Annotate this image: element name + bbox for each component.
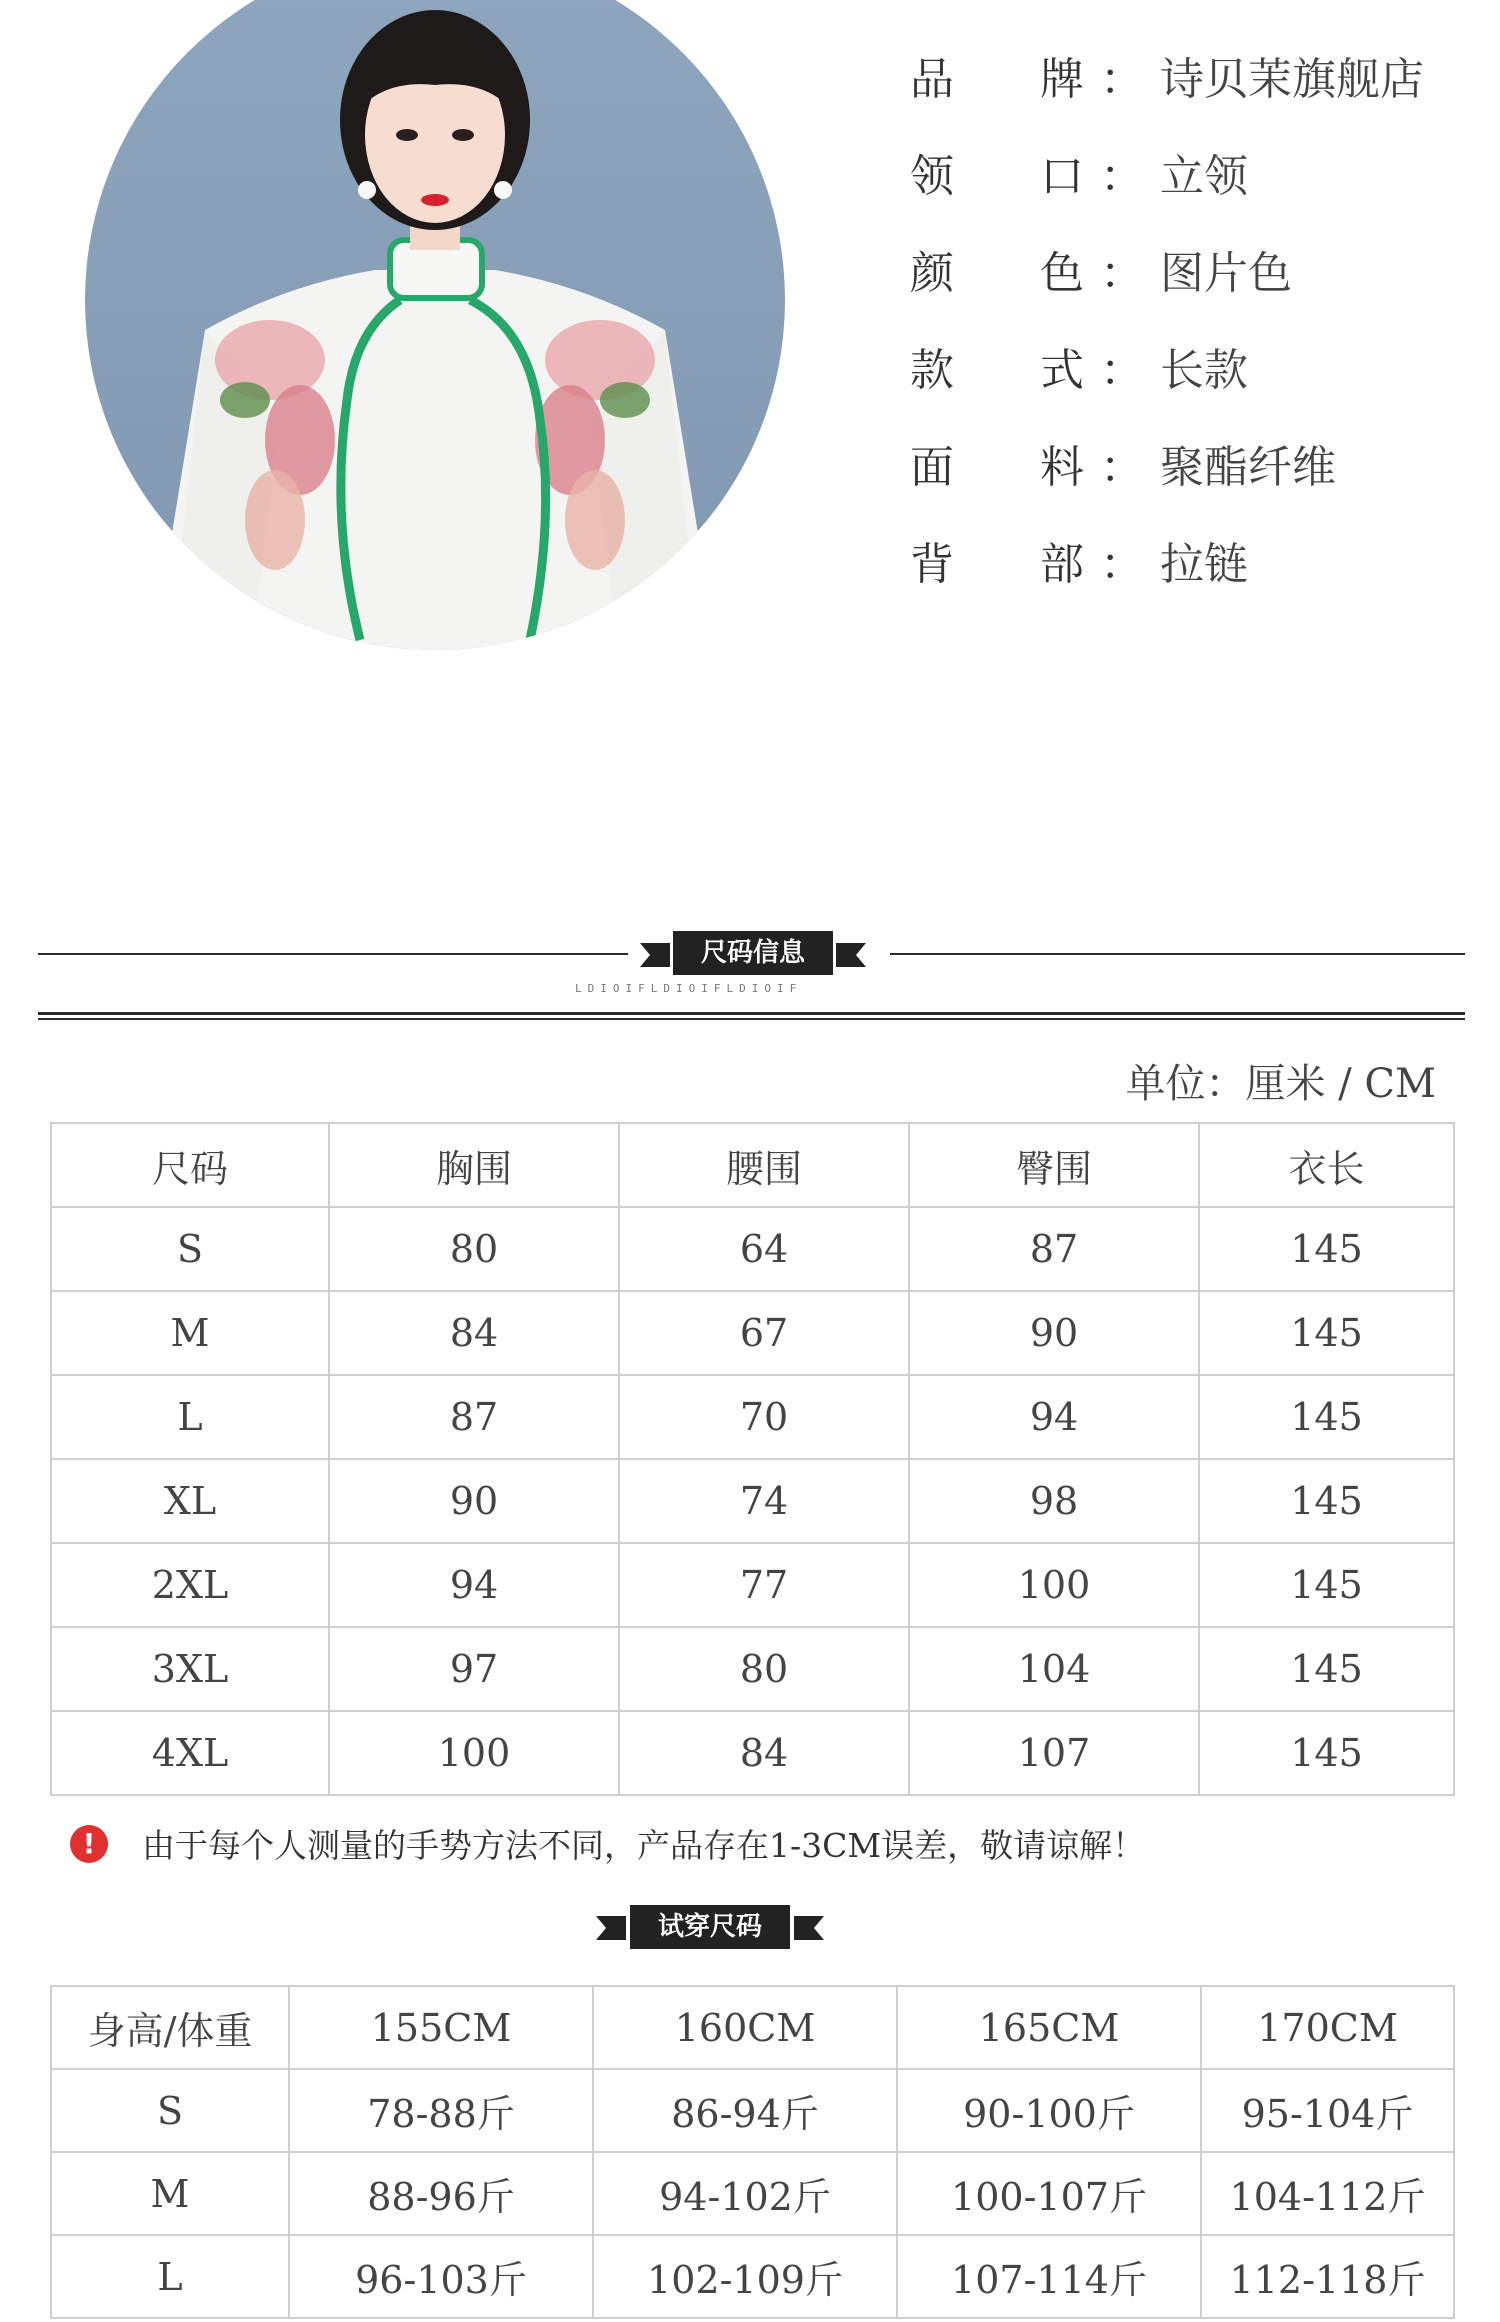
table-header-cell: 臀围 [909,1123,1199,1207]
table-row [51,1543,1454,1627]
table-header-cell: 160CM [593,1986,897,2069]
spec-key-char: 面 [910,442,954,493]
table-cell: 67 [619,1291,909,1375]
table-cell: 70 [619,1375,909,1459]
table-row [51,1207,1454,1291]
table-header-cell: 155CM [289,1986,593,2069]
table-cell: 3XL [51,1627,329,1711]
table-header-cell: 腰围 [619,1123,909,1207]
table-cell: 145 [1199,1543,1454,1627]
table-cell: M [51,1291,329,1375]
double-rule-top [38,1012,1465,1015]
fit-size-banner: 试穿尺码 [630,1905,790,1949]
fit-size-table [50,1985,1455,2319]
table-header-cell: 身高/体重 [51,1986,289,2069]
spec-colon: ： [1100,345,1144,396]
spec-colon: ： [1100,54,1144,105]
spec-value: 聚酯纤维 [1160,442,1336,493]
ribbon-left-icon [596,1913,626,1943]
spec-row [910,525,1248,595]
table-cell: 145 [1199,1207,1454,1291]
table-cell: XL [51,1459,329,1543]
table-cell: 95-104斤 [1201,2069,1454,2152]
table-header-cell: 170CM [1201,1986,1454,2069]
table-cell: 77 [619,1543,909,1627]
size-info-banner: 尺码信息 [673,931,833,975]
spec-key-char: 色 [1040,248,1084,299]
table-cell: 4XL [51,1711,329,1795]
spec-value: 图片色 [1160,248,1292,299]
table-cell: 84 [329,1291,619,1375]
table-cell: 96-103斤 [289,2235,593,2318]
table-cell: 78-88斤 [289,2069,593,2152]
warning-icon: ! [70,1825,108,1863]
size-chart-table [50,1122,1455,1796]
spec-colon: ： [1100,151,1144,202]
spec-colon: ： [1100,248,1144,299]
spec-row [910,234,1292,304]
table-cell: 100 [329,1711,619,1795]
table-cell: 112-118斤 [1201,2235,1454,2318]
spec-key-char: 牌 [1040,54,1084,105]
spec-key-char: 品 [910,54,954,105]
ribbon-right-icon [836,940,866,970]
spec-value: 长款 [1160,345,1248,396]
table-row [51,1711,1454,1795]
spec-key-char: 料 [1040,442,1084,493]
unit-label: 单位：厘米 / CM [1125,1061,1436,1107]
table-cell: 80 [329,1207,619,1291]
spec-key-char: 颜 [910,248,954,299]
table-cell: 98 [909,1459,1199,1543]
table-cell: 90-100斤 [897,2069,1201,2152]
table-row [51,1459,1454,1543]
spec-value: 立领 [1160,151,1248,202]
table-cell: 145 [1199,1375,1454,1459]
double-rule-bottom [38,1018,1465,1020]
table-row [51,2235,1454,2318]
spec-colon: ： [1100,442,1144,493]
table-row [51,1627,1454,1711]
spec-key-char: 式 [1040,345,1084,396]
table-header-cell: 衣长 [1199,1123,1454,1207]
table-cell: 74 [619,1459,909,1543]
table-cell: 94 [909,1375,1199,1459]
table-cell: 104 [909,1627,1199,1711]
decorative-code-text: LDIOIFLDIOIFLDIOIF [575,982,803,995]
table-cell: 97 [329,1627,619,1711]
spec-row [910,40,1424,110]
table-cell: 145 [1199,1627,1454,1711]
table-header-cell: 胸围 [329,1123,619,1207]
ribbon-right-icon [794,1913,824,1943]
table-header-cell: 165CM [897,1986,1201,2069]
table-cell: 80 [619,1627,909,1711]
table-cell: S [51,1207,329,1291]
table-cell: 102-109斤 [593,2235,897,2318]
product-photo [85,0,785,664]
table-row [51,1375,1454,1459]
spec-key-char: 部 [1040,539,1084,590]
table-row [51,2152,1454,2235]
table-cell: 100 [909,1543,1199,1627]
table-row [51,2069,1454,2152]
measurement-note [70,1820,1145,1867]
table-cell: 104-112斤 [1201,2152,1454,2235]
spec-value: 诗贝茉旗舰店 [1160,54,1424,105]
spec-key-char: 口 [1040,151,1084,202]
table-cell: M [51,2152,289,2235]
table-header-row [51,1123,1454,1207]
spec-row [910,331,1248,401]
table-header-row [51,1986,1454,2069]
table-cell: 2XL [51,1543,329,1627]
spec-colon: ： [1100,539,1144,590]
spec-value: 拉链 [1160,539,1248,590]
table-cell: 86-94斤 [593,2069,897,2152]
table-cell: 107-114斤 [897,2235,1201,2318]
table-cell: 90 [909,1291,1199,1375]
header-rule-right [890,953,1465,955]
table-cell: L [51,1375,329,1459]
table-cell: S [51,2069,289,2152]
measurement-note-text: 由于每个人测量的手势方法不同，产品存在1-3CM误差，敬请谅解！ [142,1826,1146,1865]
spec-row [910,137,1248,207]
table-cell: 107 [909,1711,1199,1795]
spec-key-char: 背 [910,539,954,590]
table-cell: 94 [329,1543,619,1627]
header-rule-left [38,953,628,955]
table-cell: 145 [1199,1291,1454,1375]
table-cell: 145 [1199,1459,1454,1543]
table-cell: 88-96斤 [289,2152,593,2235]
table-header-cell: 尺码 [51,1123,329,1207]
table-cell: 145 [1199,1711,1454,1795]
table-cell: 64 [619,1207,909,1291]
table-cell: 84 [619,1711,909,1795]
table-cell: 87 [909,1207,1199,1291]
ribbon-left-icon [640,940,670,970]
spec-key-char: 款 [910,345,954,396]
table-cell: 90 [329,1459,619,1543]
table-row [51,1291,1454,1375]
table-cell: 87 [329,1375,619,1459]
table-cell: L [51,2235,289,2318]
spec-key-char: 领 [910,151,954,202]
spec-row [910,428,1336,498]
table-cell: 100-107斤 [897,2152,1201,2235]
table-cell: 94-102斤 [593,2152,897,2235]
